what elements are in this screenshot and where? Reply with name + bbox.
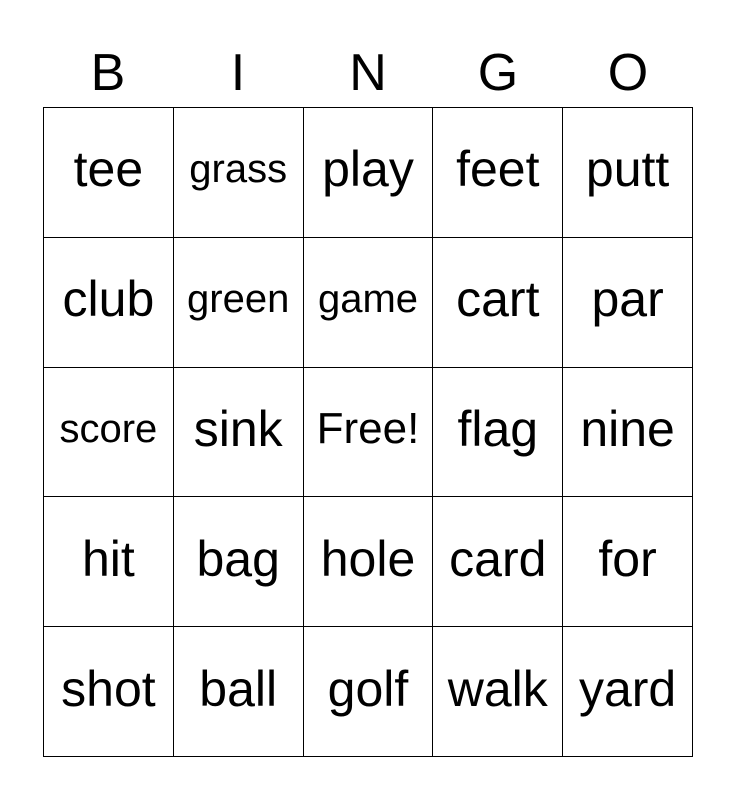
- bingo-cell[interactable]: game: [304, 238, 434, 368]
- bingo-cell[interactable]: club: [44, 238, 174, 368]
- bingo-cell[interactable]: flag: [433, 368, 563, 498]
- header-letter-o: O: [607, 44, 649, 102]
- bingo-cell[interactable]: golf: [304, 627, 434, 757]
- header-letter-b: B: [90, 44, 126, 102]
- bingo-cell[interactable]: nine: [563, 368, 693, 498]
- bingo-card-grid: [43, 107, 693, 757]
- bingo-cell[interactable]: play: [304, 108, 434, 238]
- bingo-cell[interactable]: cart: [433, 238, 563, 368]
- bingo-cell[interactable]: hole: [304, 497, 434, 627]
- bingo-cell[interactable]: sink: [174, 368, 304, 498]
- bingo-cell[interactable]: score: [44, 368, 174, 498]
- bingo-cell[interactable]: card: [433, 497, 563, 627]
- bingo-cell[interactable]: walk: [433, 627, 563, 757]
- bingo-cell[interactable]: feet: [433, 108, 563, 238]
- bingo-cell[interactable]: hit: [44, 497, 174, 627]
- header-letter-n: N: [349, 44, 387, 102]
- free-space-cell[interactable]: Free!: [304, 368, 434, 498]
- bingo-cell[interactable]: putt: [563, 108, 693, 238]
- bingo-cell[interactable]: par: [563, 238, 693, 368]
- header-letter-g: G: [477, 44, 519, 102]
- bingo-cell[interactable]: for: [563, 497, 693, 627]
- bingo-cell[interactable]: shot: [44, 627, 174, 757]
- bingo-cell[interactable]: grass: [174, 108, 304, 238]
- bingo-cell[interactable]: yard: [563, 627, 693, 757]
- bingo-cell[interactable]: green: [174, 238, 304, 368]
- bingo-cell[interactable]: bag: [174, 497, 304, 627]
- header-letter-i: I: [230, 44, 246, 102]
- bingo-cell[interactable]: tee: [44, 108, 174, 238]
- bingo-cell[interactable]: ball: [174, 627, 304, 757]
- bingo-header: [43, 38, 693, 108]
